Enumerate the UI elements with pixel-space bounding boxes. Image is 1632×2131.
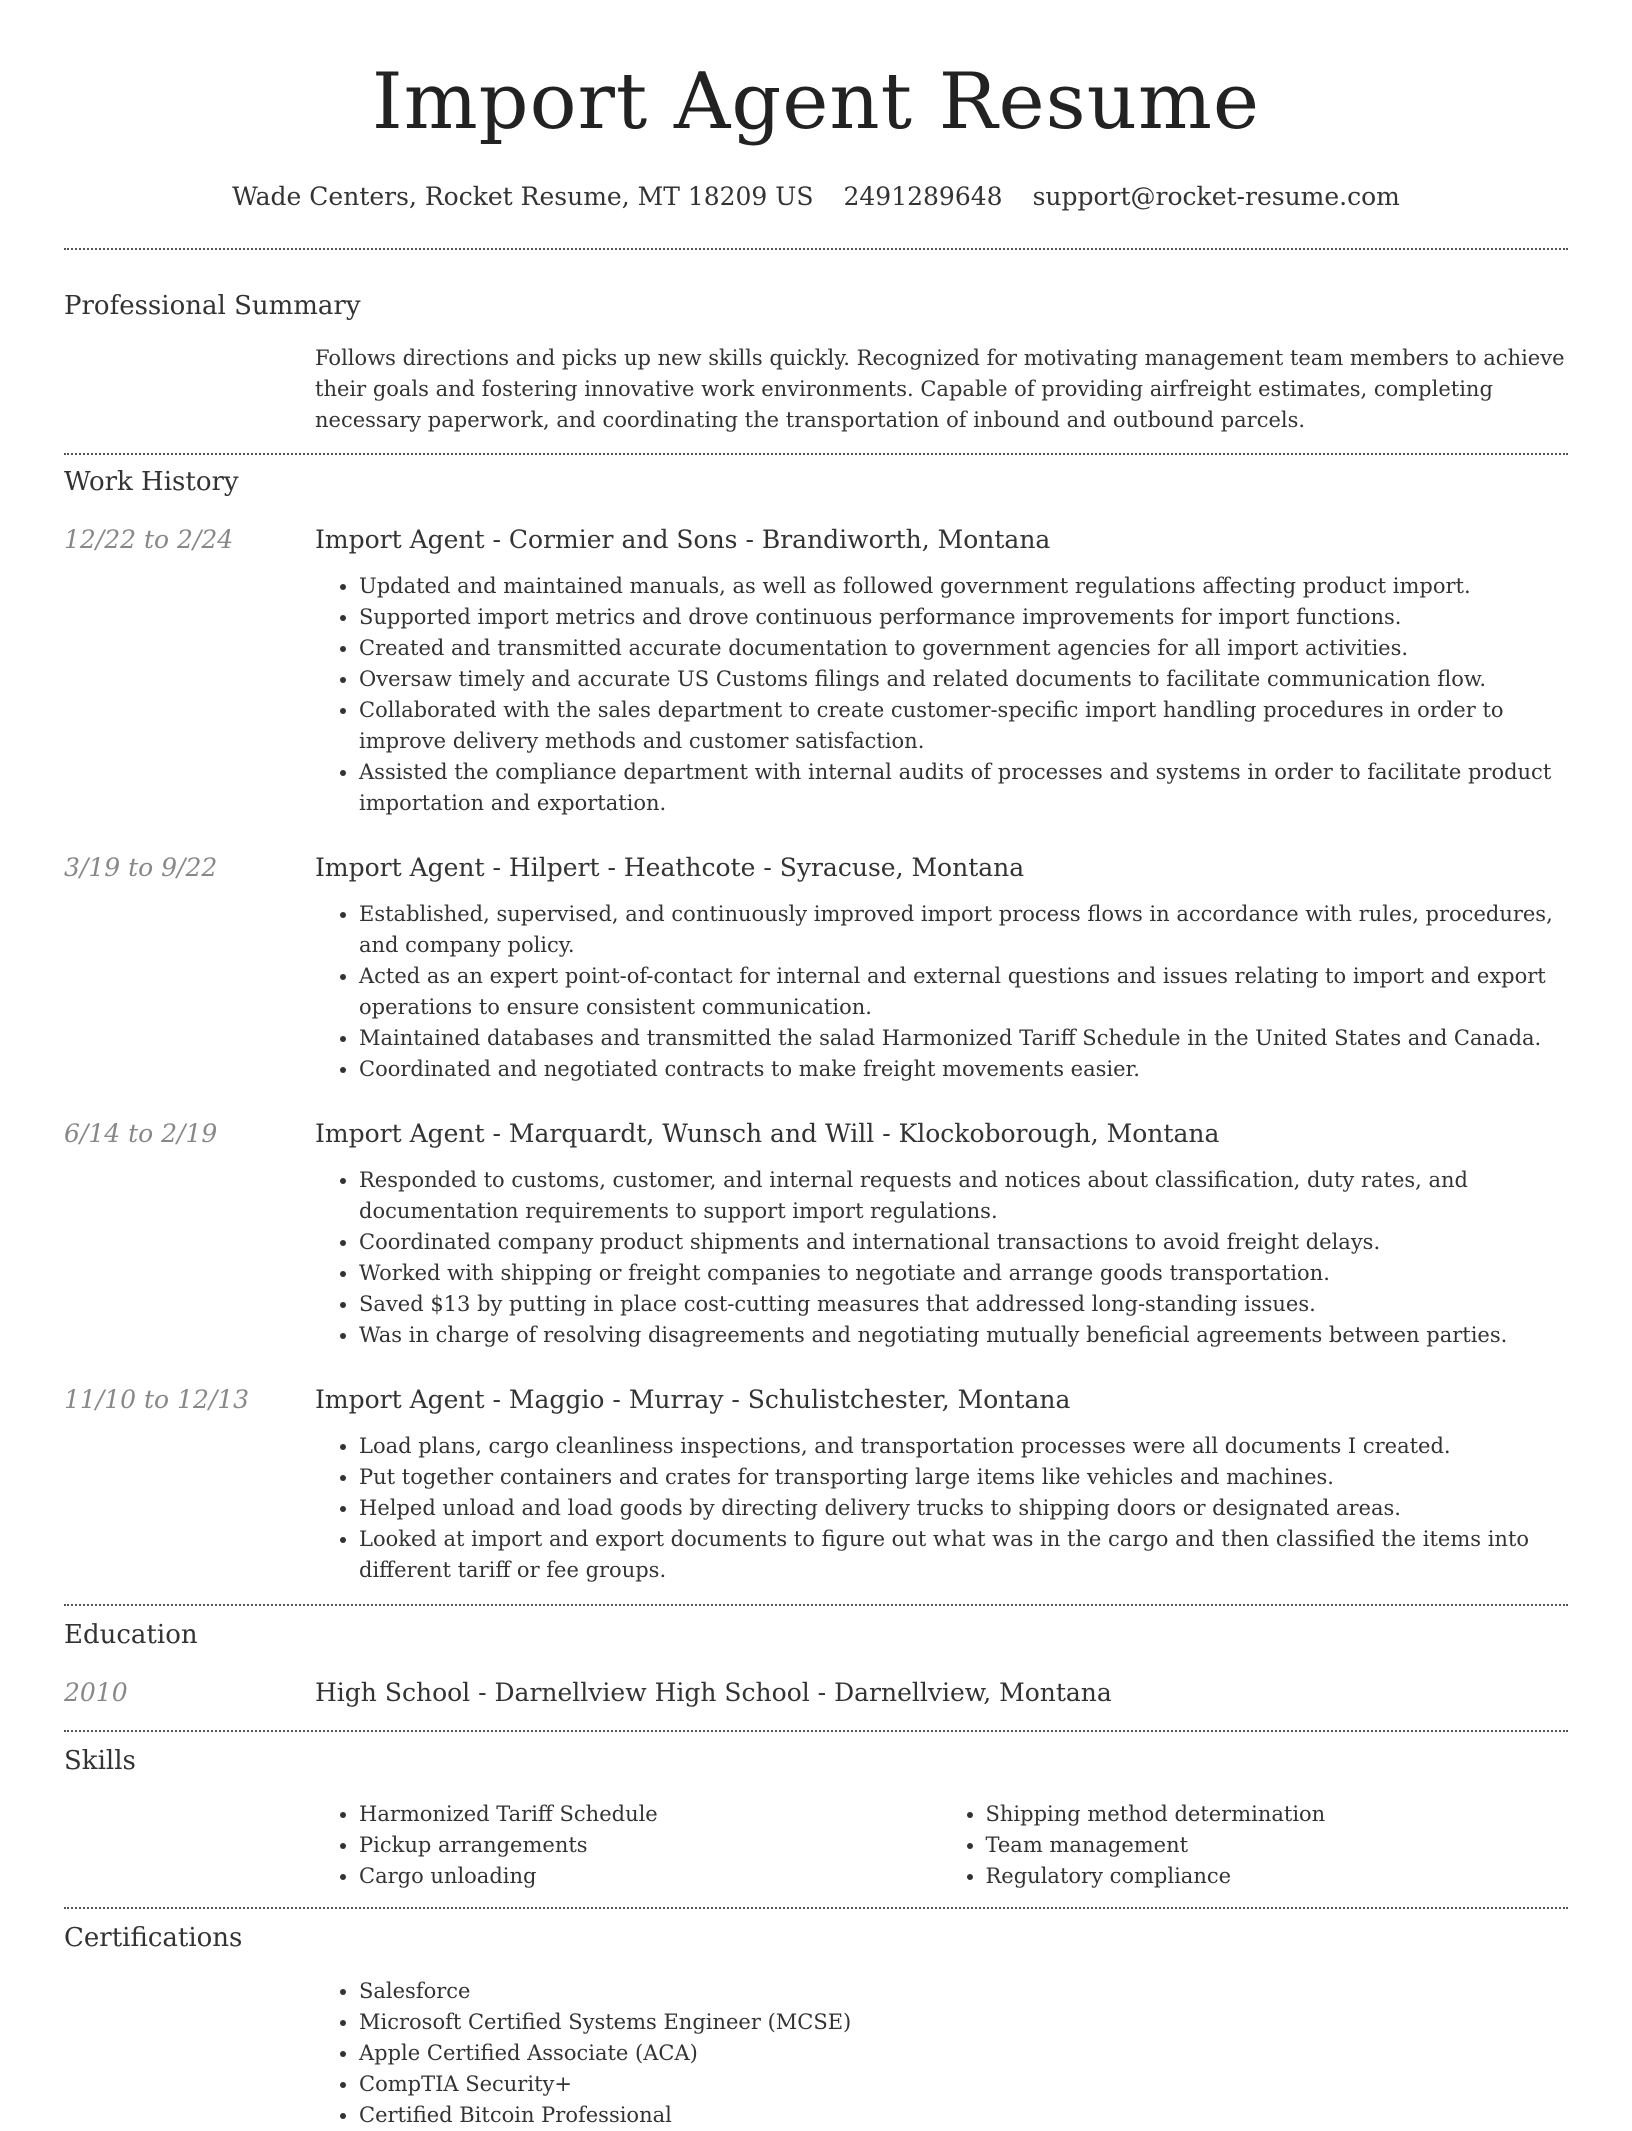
contact-phone: 2491289648: [843, 182, 1003, 211]
contact-email: support@rocket-resume.com: [1032, 182, 1400, 211]
job-entry: [64, 851, 1568, 1085]
section-title-skills: Skills: [64, 1746, 136, 1776]
list-item: • Salesforce: [359, 1976, 1568, 2007]
job-dates: 3/19 to 9/22: [64, 853, 218, 882]
list-item: • Established, supervised, and continuously improved import process flows in accordance with rules, procedures, and company policy.: [359, 899, 1568, 961]
skills-column-left: [315, 1799, 942, 1892]
job-bullets: [315, 899, 1568, 1085]
job-title: Import Agent - Hilpert - Heathcote - Syracuse, Montana: [315, 853, 1025, 882]
list-item: • Certified Bitcoin Professional: [359, 2100, 1568, 2131]
list-item: • Saved $13 by putting in place cost-cutting measures that addressed long-standing issues.: [359, 1289, 1568, 1320]
job-title: Import Agent - Marquardt, Wunsch and Will - Klockoborough, Montana: [315, 1119, 1220, 1148]
list-item: • Apple Certified Associate (ACA): [359, 2038, 1568, 2069]
job-title: Import Agent - Cormier and Sons - Brandiworth, Montana: [315, 525, 1051, 554]
list-item: • Was in charge of resolving disagreements and negotiating mutually beneficial agreements between parties.: [359, 1320, 1568, 1351]
skills-list: [64, 1799, 1568, 1892]
list-item: • Created and transmitted accurate documentation to government agencies for all import activities.: [359, 633, 1568, 664]
contact-address: Wade Centers, Rocket Resume, MT 18209 US: [232, 182, 814, 211]
divider: [64, 248, 1568, 250]
list-item: • Acted as an expert point-of-contact for internal and external questions and issues relating to import and export operations to ensure consistent communication.: [359, 961, 1568, 1023]
section-title-summary: Professional Summary: [64, 291, 361, 321]
list-item: • Looked at import and export documents to figure out what was in the cargo and then classified the items into different tariff or fee groups.: [359, 1524, 1568, 1586]
job-bullets: [315, 1431, 1568, 1586]
list-item: • Worked with shipping or freight companies to negotiate and arrange goods transportation.: [359, 1258, 1568, 1289]
list-item: • Microsoft Certified Systems Engineer (MCSE): [359, 2007, 1568, 2038]
divider: [64, 1907, 1568, 1909]
list-item: • Helped unload and load goods by directing delivery trucks to shipping doors or designated areas.: [359, 1493, 1568, 1524]
list-item: • Cargo unloading: [359, 1861, 942, 1892]
list-item: • Collaborated with the sales department to create customer-specific import handling procedures in order to improve delivery methods and customer satisfaction.: [359, 695, 1568, 757]
job-title: Import Agent - Maggio - Murray - Schulistchester, Montana: [315, 1385, 1071, 1414]
education-year: 2010: [64, 1678, 128, 1707]
divider: [64, 1604, 1568, 1606]
education-title: High School - Darnellview High School - Darnellview, Montana: [315, 1678, 1112, 1707]
job-bullets: [315, 1165, 1568, 1351]
section-title-certifications: Certifications: [64, 1923, 243, 1953]
list-item: • Harmonized Tariff Schedule: [359, 1799, 942, 1830]
list-item: • Regulatory compliance: [986, 1861, 1569, 1892]
list-item: • Responded to customs, customer, and internal requests and notices about classification, duty rates, and documentation requirements to support import regulations.: [359, 1165, 1568, 1227]
list-item: • Load plans, cargo cleanliness inspections, and transportation processes were all documents I created.: [359, 1431, 1568, 1462]
list-item: • Pickup arrangements: [359, 1830, 942, 1861]
list-item: • Maintained databases and transmitted the salad Harmonized Tariff Schedule in the United States and Canada.: [359, 1023, 1568, 1054]
divider: [64, 453, 1568, 455]
divider: [64, 1730, 1568, 1732]
job-dates: 11/10 to 12/13: [64, 1385, 250, 1414]
list-item: • Shipping method determination: [986, 1799, 1569, 1830]
section-title-work-history: Work History: [64, 467, 239, 497]
list-item: • Coordinated and negotiated contracts to make freight movements easier.: [359, 1054, 1568, 1085]
job-bullets: [315, 571, 1568, 819]
certifications-list: [64, 1976, 1568, 2131]
section-title-education: Education: [64, 1620, 198, 1650]
list-item: • Coordinated company product shipments and international transactions to avoid freight delays.: [359, 1227, 1568, 1258]
list-item: • Oversaw timely and accurate US Customs filings and related documents to facilitate communication flow.: [359, 664, 1568, 695]
education-entry: [64, 1676, 1568, 1710]
job-dates: 6/14 to 2/19: [64, 1119, 218, 1148]
job-dates: 12/22 to 2/24: [64, 525, 234, 554]
job-entry: [64, 1117, 1568, 1351]
list-item: • CompTIA Security+: [359, 2069, 1568, 2100]
resume-title: Import Agent Resume: [371, 57, 1261, 147]
contact-line: [64, 180, 1568, 214]
skills-column-right: [942, 1799, 1569, 1892]
job-entry: [64, 1383, 1568, 1586]
list-item: • Team management: [986, 1830, 1569, 1861]
list-item: • Updated and maintained manuals, as well as followed government regulations affecting product import.: [359, 571, 1568, 602]
summary-text: Follows directions and picks up new skills quickly. Recognized for motivating management team members to achieve their goals and fostering innovative work environments. Capable of providing airfreight estimates, completing necessary paperwork, and coordinating the transportation of inbound and outbound parcels.: [315, 346, 1565, 432]
list-item: • Assisted the compliance department with internal audits of processes and systems in order to facilitate product importation and exportation.: [359, 757, 1568, 819]
job-entry: [64, 523, 1568, 819]
resume-page: [64, 0, 1568, 2131]
list-item: • Supported import metrics and drove continuous performance improvements for import functions.: [359, 602, 1568, 633]
certifications-items: [315, 1976, 1568, 2131]
list-item: • Put together containers and crates for transporting large items like vehicles and machines.: [359, 1462, 1568, 1493]
